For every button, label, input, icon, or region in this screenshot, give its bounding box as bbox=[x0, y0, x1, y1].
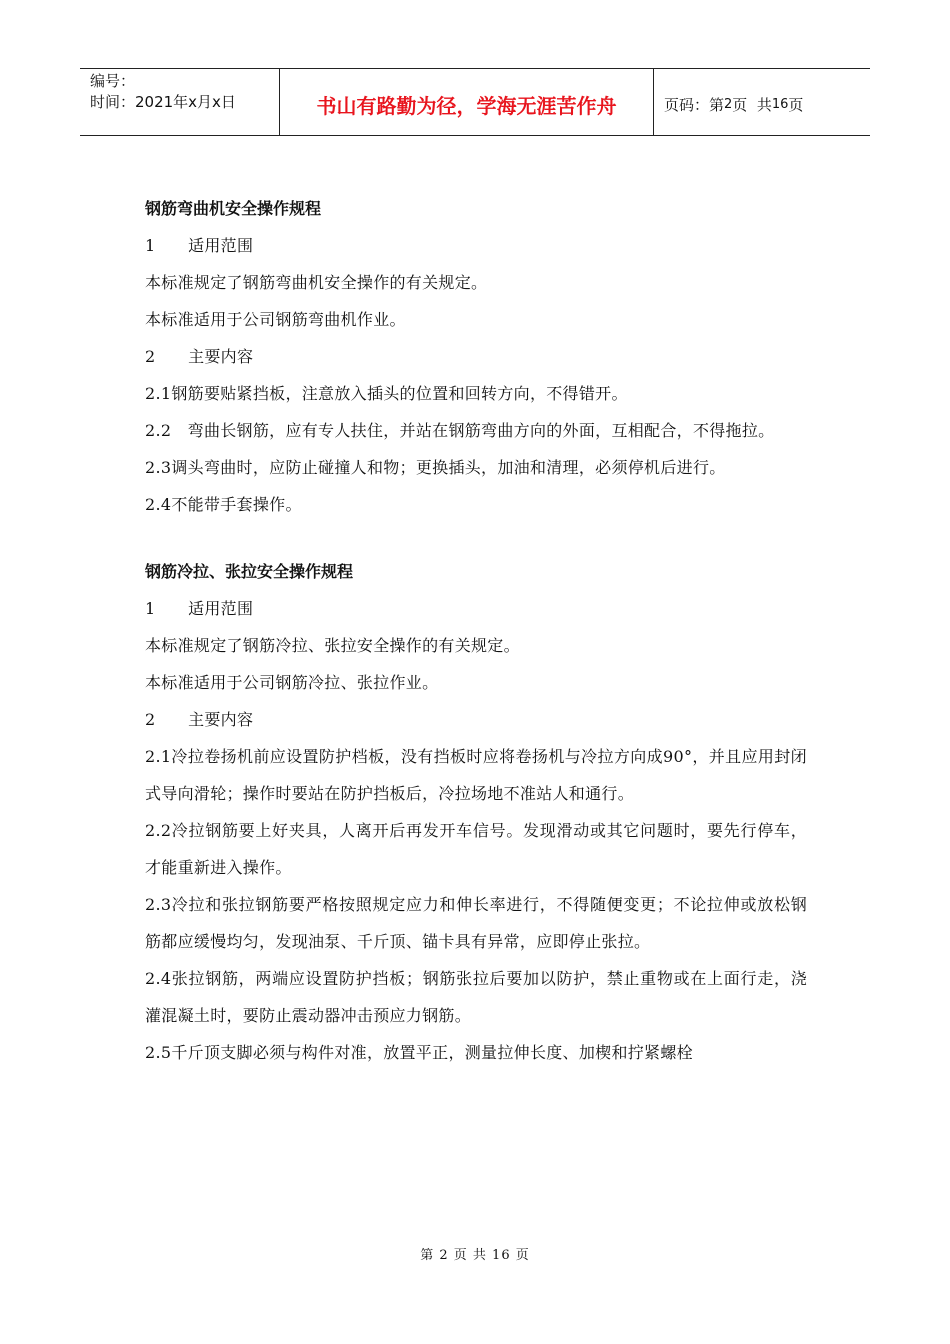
header-motto: 书山有路勤为径，学海无涯苦作舟 bbox=[280, 69, 654, 135]
page-total: 16 bbox=[771, 96, 789, 112]
paragraph: 2.2 弯曲长钢筋，应有专人扶住，并站在钢筋弯曲方向的外面，互相配合，不得拖拉。 bbox=[145, 421, 775, 440]
paragraph: 2.1钢筋要贴紧挡板，注意放入插头的位置和回转方向，不得错开。 bbox=[145, 384, 628, 403]
paragraph: 2.3冷拉和张拉钢筋要严格按照规定应力和伸长率进行，不得随便变更；不论拉伸或放松钢筋都应缓慢均匀，发现油泵、千斤顶、锚卡具有异常，应即停止张拉。 bbox=[145, 895, 807, 951]
page-current: 2 bbox=[724, 96, 733, 112]
paragraph: 1 适用范围 bbox=[145, 236, 254, 255]
paragraph: 2.5千斤顶支脚必须与构件对准，放置平正，测量拉伸长度、加楔和拧紧螺栓 bbox=[145, 1043, 693, 1062]
paragraph: 本标准规定了钢筋弯曲机安全操作的有关规定。 bbox=[145, 273, 488, 292]
paragraph: 1 适用范围 bbox=[145, 599, 254, 618]
header-info bbox=[80, 69, 280, 135]
document-time-label: 时间：2021年x月x日 bbox=[90, 93, 236, 111]
paragraph: 本标准规定了钢筋冷拉、张拉安全操作的有关规定。 bbox=[145, 636, 520, 655]
paragraph: 2 主要内容 bbox=[145, 347, 254, 366]
section-cold-drawing bbox=[145, 553, 807, 1071]
section-bending-machine bbox=[145, 190, 807, 523]
paragraph: 2.3调头弯曲时，应防止碰撞人和物；更换插头，加油和清理，必须停机后进行。 bbox=[145, 458, 726, 477]
page-suffix: 页 bbox=[788, 95, 804, 114]
header-page-indicator bbox=[654, 69, 870, 135]
page-footer: 第 2 页 共 16 页 bbox=[420, 1248, 530, 1263]
page-mid: 页 共 bbox=[732, 95, 772, 114]
page-header bbox=[80, 68, 870, 136]
paragraph: 2.4张拉钢筋，两端应设置防护挡板；钢筋张拉后要加以防护，禁止重物或在上面行走，浇灌混凝土时，要防止震动器冲击预应力钢筋。 bbox=[145, 969, 807, 1025]
page-prefix: 页码：第 bbox=[664, 95, 725, 114]
section-title: 钢筋弯曲机安全操作规程 bbox=[145, 199, 322, 218]
document-number-label: 编号： bbox=[90, 72, 136, 90]
paragraph: 2.2冷拉钢筋要上好夹具，人离开后再发开车信号。发现滑动或其它问题时，要先行停车，才能重新进入操作。 bbox=[145, 821, 807, 877]
paragraph: 2 主要内容 bbox=[145, 710, 254, 729]
paragraph: 2.1冷拉卷扬机前应设置防护档板，没有挡板时应将卷扬机与冷拉方向成90°，并且应用封闭式导向滑轮；操作时要站在防护挡板后，冷拉场地不准站人和通行。 bbox=[145, 747, 807, 803]
document-body bbox=[145, 190, 807, 1101]
paragraph: 本标准适用于公司钢筋冷拉、张拉作业。 bbox=[145, 673, 439, 692]
section-title: 钢筋冷拉、张拉安全操作规程 bbox=[145, 562, 354, 581]
paragraph: 本标准适用于公司钢筋弯曲机作业。 bbox=[145, 310, 406, 329]
paragraph: 2.4不能带手套操作。 bbox=[145, 495, 302, 514]
